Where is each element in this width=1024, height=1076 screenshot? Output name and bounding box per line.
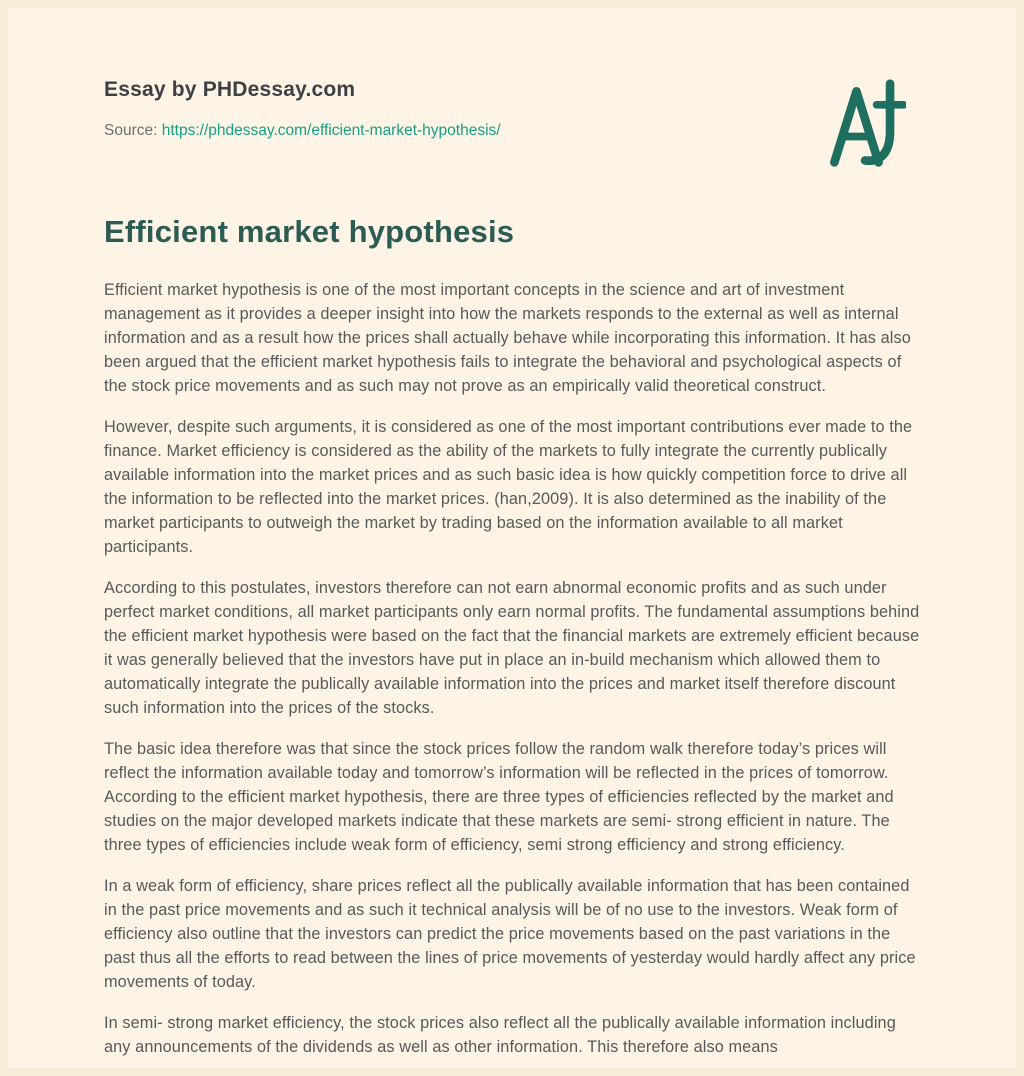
paragraph: The basic idea therefore was that since the stock prices follow the random walk therefore today’s prices will reflect the information available today and tomorrow’s information will be reflected in the prices of tomorrow. According to the efficient market hypothesis, there are three types of efficiencies reflected by the market and studies on the major developed markets indicate that these markets are semi- strong efficient in nature. The three types of efficiencies include weak form of efficiency, semi strong efficiency and strong efficiency. [104, 740, 894, 854]
paragraph: However, despite such arguments, it is considered as one of the most important contributions ever made to the finance. Market efficiency is considered as the ability of the markets to fully integrate the currently publically available information into the market prices and as such basic idea is how quickly competition force to drive all the information to be reflected into the market prices. (han,2009). It is also determined as the inability of the market participants to outweigh the market by trading based on the information available to all market participants. [104, 418, 913, 556]
paragraph: According to this postulates, investors therefore can not earn abnormal economic profits and as such under perfect market conditions, all market participants only earn normal profits. The fundamental assumptions behind the efficient market hypothesis were based on the fact that the financial markets are extremely efficient because it was generally believed that the investors have put in place an in-build mechanism which allowed them to automatically integrate the publically available information into the prices and market itself therefore discount such information into the prices of the stocks. [104, 579, 920, 717]
source-label: Source: [104, 122, 158, 139]
paragraph: In semi- strong market efficiency, the stock prices also reflect all the publically available information including any announcements of the dividends as well as other information. This therefore also means [104, 1014, 896, 1056]
essay-body [104, 278, 920, 1059]
source-url-link[interactable]: https://phdessay.com/efficient-market-hypothesis/ [161, 122, 501, 139]
paragraph: In a weak form of efficiency, share prices reflect all the publically available information that has been contained in the past price movements and as such it technical analysis will be of no use to the investors. Weak form of efficiency also outline that the investors can predict the price movements based on the past variations in the past thus all the efforts to read between the lines of price movements of yesterday would hardly affect any price movements of today. [104, 877, 916, 991]
byline: Essay by PHDessay.com [104, 78, 356, 101]
source-line [104, 122, 920, 140]
paragraph: Efficient market hypothesis is one of the most important concepts in the science and art of investment management as it provides a deeper insight into how the markets responds to the external as well as internal information and as a result how the prices shall actually behave while incorporating this information. It has also been argued that the efficient market hypothesis fails to integrate the behavioral and psychological aspects of the stock price movements and as such may not prove as an empirically valid theoretical construct. [104, 281, 911, 395]
page-title: Efficient market hypothesis [104, 214, 515, 249]
